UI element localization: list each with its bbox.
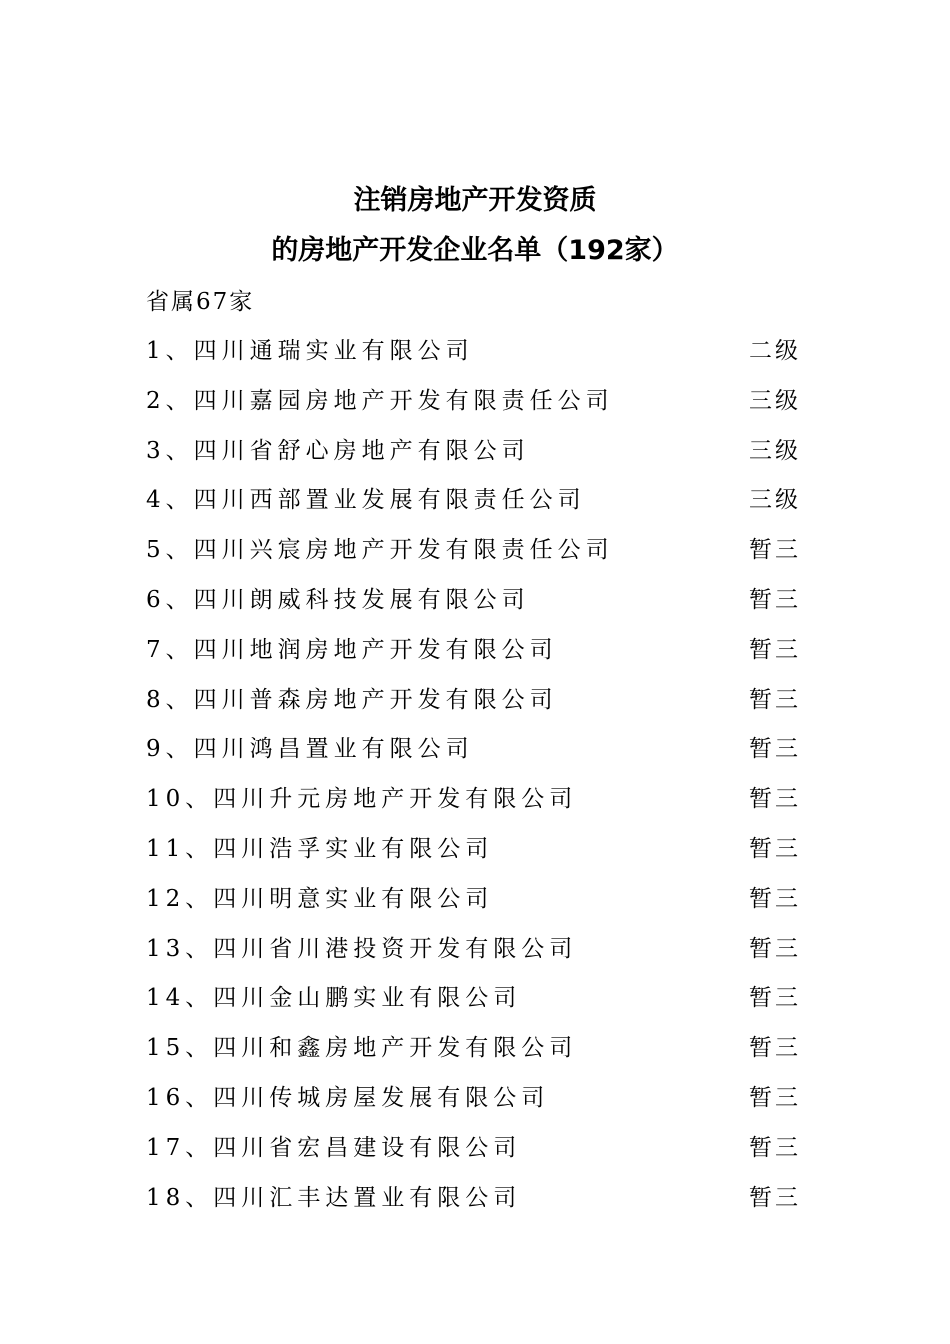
qualification-grade: 暂三 (749, 736, 801, 763)
company-name: 5、四川兴宸房地产开发有限责任公司 (146, 537, 614, 564)
company-list (0, 333, 950, 1229)
list-item (0, 532, 950, 582)
qualification-grade: 暂三 (749, 935, 801, 962)
section-heading: 省属67家 (146, 289, 255, 315)
list-item (0, 931, 950, 981)
qualification-grade: 暂三 (749, 1134, 801, 1161)
company-name: 7、四川地润房地产开发有限公司 (146, 636, 558, 663)
company-name: 10、四川升元房地产开发有限公司 (146, 786, 578, 813)
qualification-grade: 三级 (749, 437, 801, 464)
qualification-grade: 暂三 (749, 586, 801, 613)
list-item (0, 831, 950, 881)
company-name: 12、四川明意实业有限公司 (146, 885, 494, 912)
list-item (0, 1130, 950, 1180)
company-name: 1、四川通瑞实业有限公司 (146, 338, 474, 364)
qualification-grade: 暂三 (749, 885, 801, 912)
document-title-line-1: 注销房地产开发资质 (353, 185, 597, 216)
company-name: 15、四川和鑫房地产开发有限公司 (146, 1035, 578, 1062)
company-name: 2、四川嘉园房地产开发有限责任公司 (146, 387, 614, 414)
list-item (0, 980, 950, 1030)
list-item (0, 383, 950, 433)
company-name: 4、四川西部置业发展有限责任公司 (146, 487, 586, 514)
company-name: 6、四川朗威科技发展有限公司 (146, 586, 530, 613)
company-name: 14、四川金山鹏实业有限公司 (146, 985, 522, 1012)
company-name: 9、四川鸿昌置业有限公司 (146, 736, 474, 763)
list-item (0, 881, 950, 931)
list-item (0, 433, 950, 483)
document-title-line-2: 的房地产开发企业名单（192家） (271, 235, 679, 266)
company-name: 18、四川汇丰达置业有限公司 (146, 1184, 522, 1211)
list-item (0, 731, 950, 781)
list-item (0, 1080, 950, 1130)
list-item (0, 781, 950, 831)
list-item (0, 1030, 950, 1080)
qualification-grade: 二级 (749, 338, 801, 364)
company-name: 11、四川浩孚实业有限公司 (146, 835, 494, 862)
qualification-grade: 暂三 (749, 835, 801, 862)
qualification-grade: 暂三 (749, 1084, 801, 1111)
qualification-grade: 三级 (749, 487, 801, 514)
qualification-grade: 暂三 (749, 1184, 801, 1211)
company-name: 17、四川省宏昌建设有限公司 (146, 1134, 522, 1161)
list-item (0, 482, 950, 532)
company-name: 8、四川普森房地产开发有限公司 (146, 686, 558, 713)
qualification-grade: 暂三 (749, 686, 801, 713)
qualification-grade: 三级 (749, 387, 801, 414)
qualification-grade: 暂三 (749, 985, 801, 1012)
qualification-grade: 暂三 (749, 1035, 801, 1062)
list-item (0, 682, 950, 732)
qualification-grade: 暂三 (749, 537, 801, 564)
company-name: 16、四川传城房屋发展有限公司 (146, 1084, 550, 1111)
company-name: 13、四川省川港投资开发有限公司 (146, 935, 578, 962)
list-item (0, 582, 950, 632)
list-item (0, 1180, 950, 1230)
company-name: 3、四川省舒心房地产有限公司 (146, 437, 530, 464)
list-item (0, 632, 950, 682)
qualification-grade: 暂三 (749, 786, 801, 813)
qualification-grade: 暂三 (749, 636, 801, 663)
list-item (0, 333, 950, 383)
